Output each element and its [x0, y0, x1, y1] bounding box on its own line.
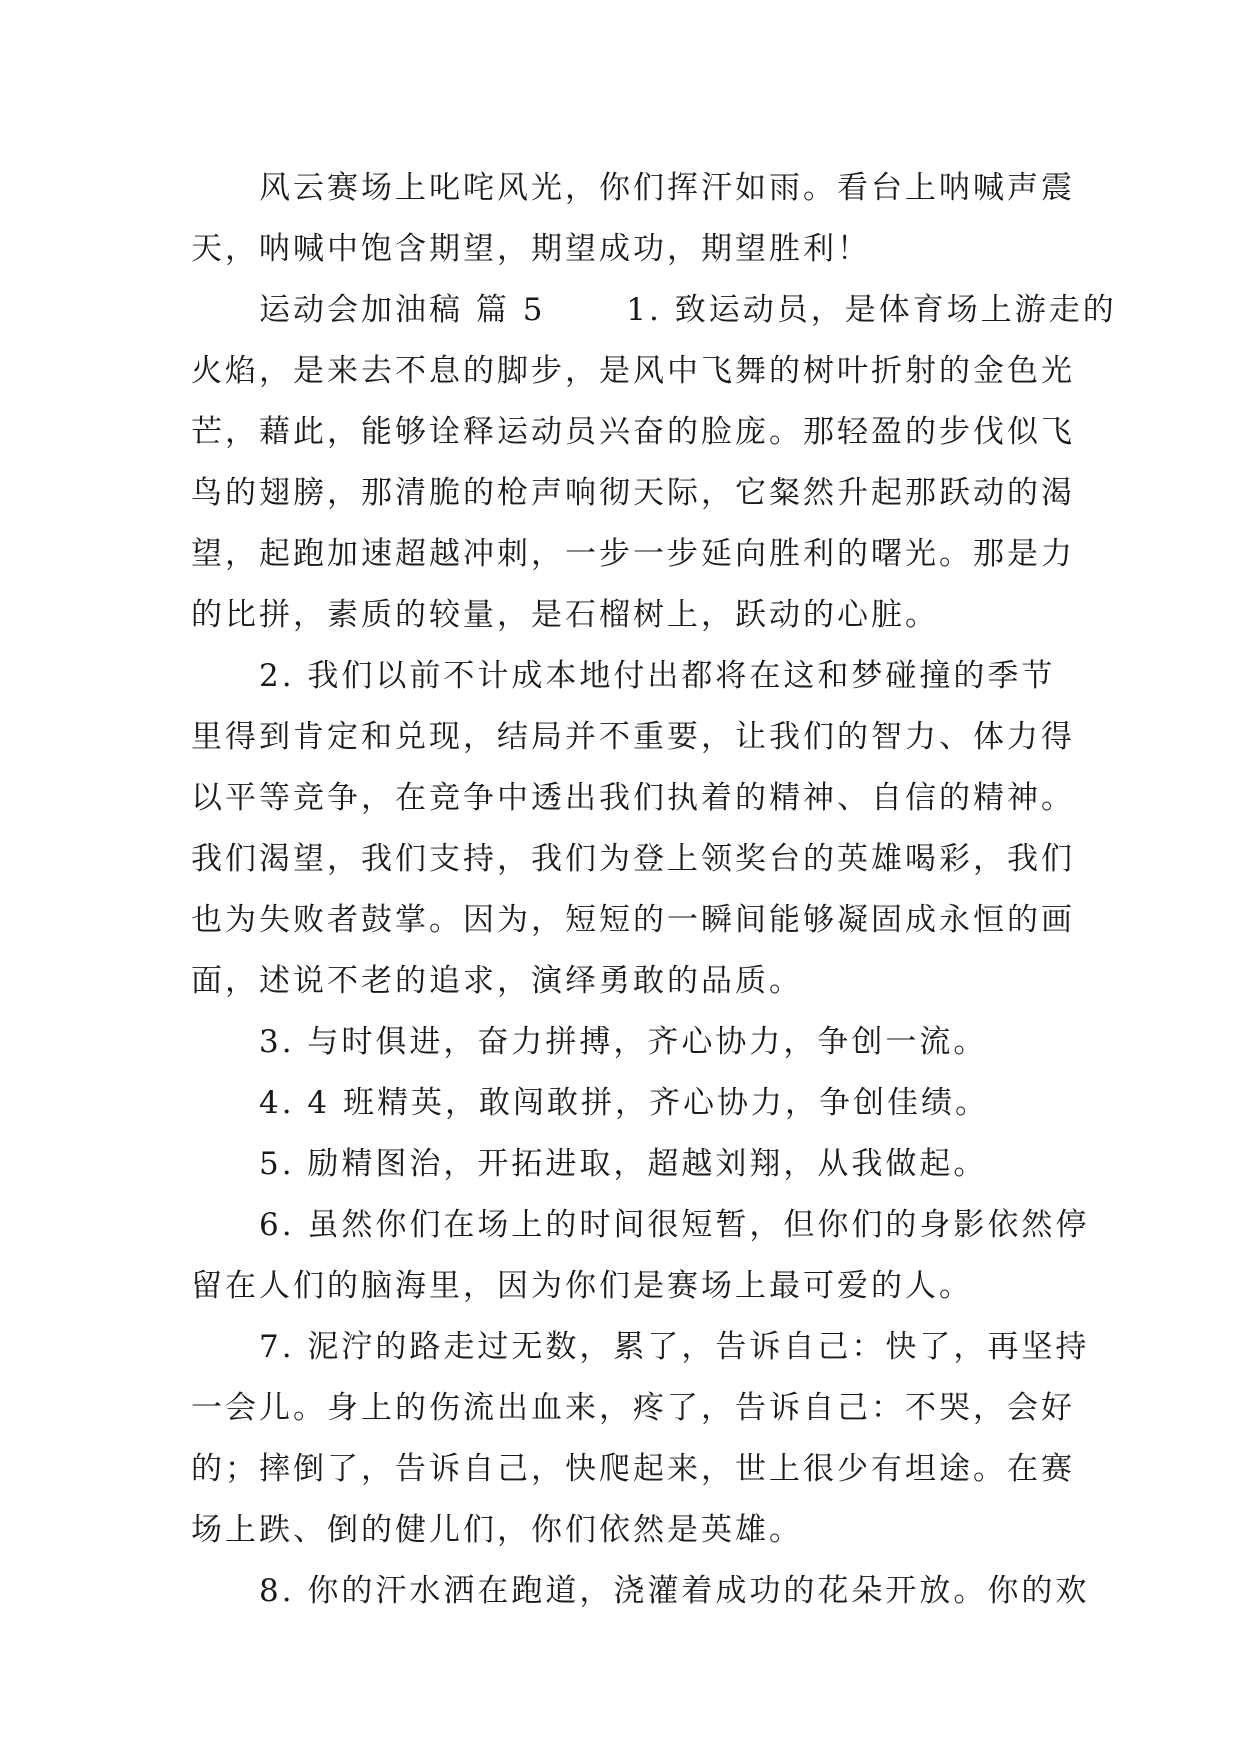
- text-line: 望，起跑加速超越冲刺，一步一步延向胜利的曙光。那是力: [191, 536, 1075, 572]
- text-line: 场上跌、倒的健儿们，你们依然是英雄。: [191, 1512, 803, 1548]
- text-line: 6. 虽然你们在场上的时间很短暂，但你们的身影依然停: [191, 1207, 1090, 1243]
- text-line: 芒，藉此，能够诠释运动员兴奋的脸庞。那轻盈的步伐似飞: [191, 414, 1075, 450]
- text-line: 火焰，是来去不息的脚步，是风中飞舞的树叶折射的金色光: [191, 353, 1075, 389]
- text-line: 4. 4 班精英，敢闯敢拼，齐心协力，争创佳绩。: [191, 1085, 990, 1121]
- text-line: 里得到肯定和兑现，结局并不重要，让我们的智力、体力得: [191, 719, 1075, 755]
- text-line: 也为失败者鼓掌。因为，短短的一瞬间能够凝固成永恒的画: [191, 902, 1075, 938]
- text-line: 留在人们的脑海里，因为你们是赛场上最可爱的人。: [191, 1268, 973, 1304]
- text-line: 5. 励精图治，开拓进取，超越刘翔，从我做起。: [191, 1146, 988, 1182]
- text-line: 天，呐喊中饱含期望，期望成功，期望胜利！: [191, 231, 871, 267]
- text-line: 2. 我们以前不计成本地付出都将在这和梦碰撞的季节: [191, 658, 1056, 694]
- document-body: [191, 158, 1117, 1622]
- text-line: 风云赛场上叱咤风光，你们挥汗如雨。看台上呐喊声震: [191, 170, 1075, 206]
- text-line: 的比拼，素质的较量，是石榴树上，跃动的心脏。: [191, 597, 939, 633]
- text-line: 以平等竞争，在竞争中透出我们执着的精神、自信的精神。: [191, 780, 1075, 816]
- text-line: 鸟的翅膀，那清脆的枪声响彻天际，它粲然升起那跃动的渴: [191, 475, 1075, 511]
- text-line: 3. 与时俱进，奋力拼搏，齐心协力，争创一流。: [191, 1024, 988, 1060]
- text-line: 8. 你的汗水洒在跑道，浇灌着成功的花朵开放。你的欢: [191, 1573, 1090, 1609]
- text-line: 面，述说不老的追求，演绎勇敢的品质。: [191, 963, 803, 999]
- text-line: 运动会加油稿 篇 5 1. 致运动员，是体育场上游走的: [191, 292, 1117, 328]
- text-line: 的；摔倒了，告诉自己，快爬起来，世上很少有坦途。在赛: [191, 1451, 1075, 1487]
- text-line: 7. 泥泞的路走过无数，累了，告诉自己：快了，再坚持: [191, 1329, 1090, 1365]
- text-line: 我们渴望，我们支持，我们为登上领奖台的英雄喝彩，我们: [191, 841, 1075, 877]
- text-line: 一会儿。身上的伤流出血来，疼了，告诉自己：不哭，会好: [191, 1390, 1075, 1426]
